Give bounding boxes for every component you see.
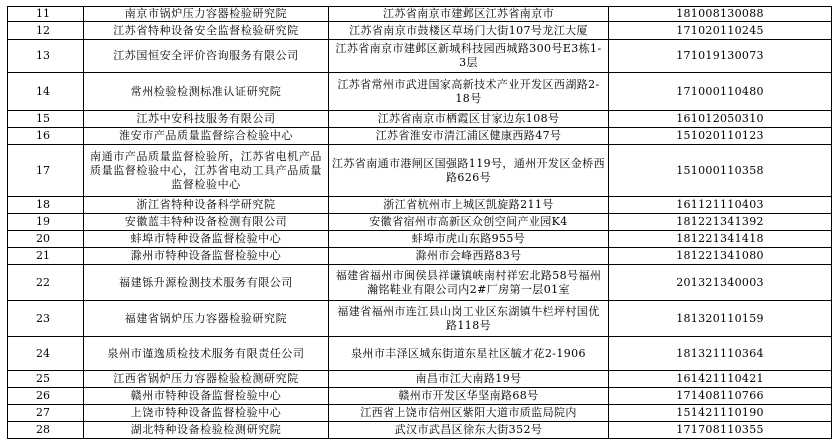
registration-code: 181221341080 xyxy=(609,248,832,265)
institution-address: 滁州市会峰西路83号 xyxy=(329,248,609,265)
institution-name: 常州检验检测标准认证研究院 xyxy=(84,73,329,111)
table-row xyxy=(8,422,832,439)
table-row xyxy=(8,197,832,214)
table-row xyxy=(8,111,832,128)
institution-name: 浙江省特种设备科学研究院 xyxy=(84,197,329,214)
registration-code: 161012050310 xyxy=(609,111,832,128)
institution-address: 泉州市丰泽区城东街道东星社区毓才花2-1906 xyxy=(329,337,609,371)
registration-code: 171020110245 xyxy=(609,22,832,40)
table-row xyxy=(8,248,832,265)
table-row xyxy=(8,214,832,231)
table-row xyxy=(8,40,832,73)
institution-name: 江苏中安科技服务有限公司 xyxy=(84,111,329,128)
registration-code: 181321110364 xyxy=(609,337,832,371)
registration-code: 171000110480 xyxy=(609,73,832,111)
row-number: 27 xyxy=(8,405,84,422)
institution-name: 赣州市特种设备监督检验中心 xyxy=(84,388,329,405)
registration-code: 151020110123 xyxy=(609,128,832,145)
row-number: 26 xyxy=(8,388,84,405)
table-row xyxy=(8,128,832,145)
registry-table xyxy=(7,6,832,439)
institution-name: 江苏国恒安全评价咨询服务有限公司 xyxy=(84,40,329,73)
table-row xyxy=(8,337,832,371)
row-number: 22 xyxy=(8,265,84,301)
row-number: 14 xyxy=(8,73,84,111)
registration-code: 161421110421 xyxy=(609,371,832,388)
institution-name: 湖北特种设备检验检测研究院 xyxy=(84,422,329,439)
institution-name: 蚌埠市特种设备监督检验中心 xyxy=(84,231,329,248)
institution-name: 江苏省特种设备安全监督检验研究院 xyxy=(84,22,329,40)
institution-name: 福建省锅炉压力容器检验研究院 xyxy=(84,301,329,337)
institution-name: 滁州市特种设备监督检验中心 xyxy=(84,248,329,265)
row-number: 17 xyxy=(8,145,84,197)
table-row xyxy=(8,388,832,405)
row-number: 21 xyxy=(8,248,84,265)
institution-address: 福建省福州市连江县山岗工业区东湖镇牛栏坪村国优路118号 xyxy=(329,301,609,337)
row-number: 25 xyxy=(8,371,84,388)
institution-name: 上饶市特种设备监督检验中心 xyxy=(84,405,329,422)
table-row xyxy=(8,145,832,197)
institution-address: 福建省福州市闽侯县祥谦镇峡南村祥宏北路58号福州瀚铭鞋业有限公司内2#厂房第一层01室 xyxy=(329,265,609,301)
institution-address: 浙江省杭州市上城区凯旋路211号 xyxy=(329,197,609,214)
institution-address: 赣州市开发区华坚南路68号 xyxy=(329,388,609,405)
institution-address: 江苏省南通市港闸区国强路119号，通州开发区金桥西路626号 xyxy=(329,145,609,197)
row-number: 24 xyxy=(8,337,84,371)
registration-code: 151421110190 xyxy=(609,405,832,422)
institution-name: 南京市锅炉压力容器检验研究院 xyxy=(84,7,329,22)
registration-code: 171408110766 xyxy=(609,388,832,405)
table-row xyxy=(8,7,832,22)
table-row xyxy=(8,265,832,301)
institution-address: 武汉市武昌区徐东大街352号 xyxy=(329,422,609,439)
institution-address: 江苏省南京市栖霞区甘家边东108号 xyxy=(329,111,609,128)
row-number: 15 xyxy=(8,111,84,128)
institution-address: 安徽省宿州市高新区众创空间产业园K4 xyxy=(329,214,609,231)
institution-address: 江西省上饶市信州区紫阳大道市质监局院内 xyxy=(329,405,609,422)
institution-address: 江苏省南京市鼓楼区草场门大街107号龙江大厦 xyxy=(329,22,609,40)
institution-name: 福建铄升源检测技术服务有限公司 xyxy=(84,265,329,301)
institution-address: 南昌市江大南路19号 xyxy=(329,371,609,388)
institution-name: 江西省锅炉压力容器检验检测研究院 xyxy=(84,371,329,388)
row-number: 23 xyxy=(8,301,84,337)
institution-name: 泉州市谨逸质检技术服务有限责任公司 xyxy=(84,337,329,371)
institution-name: 淮安市产品质量监督综合检验中心 xyxy=(84,128,329,145)
table-row xyxy=(8,371,832,388)
table-row xyxy=(8,231,832,248)
table-row xyxy=(8,301,832,337)
row-number: 20 xyxy=(8,231,84,248)
registration-code: 151000110358 xyxy=(609,145,832,197)
registry-table-body xyxy=(8,7,832,439)
table-row xyxy=(8,22,832,40)
row-number: 13 xyxy=(8,40,84,73)
registration-code: 171708110355 xyxy=(609,422,832,439)
registration-code: 181008130088 xyxy=(609,7,832,22)
institution-address: 江苏省淮安市清江浦区健康西路47号 xyxy=(329,128,609,145)
institution-name: 安徽蓝丰特种设备检测有限公司 xyxy=(84,214,329,231)
registration-code: 161121110403 xyxy=(609,197,832,214)
institution-address: 江苏省常州市武进国家高新技术产业开发区西湖路2-18号 xyxy=(329,73,609,111)
institution-name: 南通市产品质量监督检验所，江苏省电机产品质量监督检验中心，江苏省电动工具产品质量监督检验中心 xyxy=(84,145,329,197)
registration-code: 171019130073 xyxy=(609,40,832,73)
registration-code: 181221341392 xyxy=(609,214,832,231)
row-number: 28 xyxy=(8,422,84,439)
institution-address: 江苏省南京市建邺区江苏省南京市 xyxy=(329,7,609,22)
row-number: 18 xyxy=(8,197,84,214)
registration-code: 201321340003 xyxy=(609,265,832,301)
table-row xyxy=(8,405,832,422)
row-number: 11 xyxy=(8,7,84,22)
row-number: 19 xyxy=(8,214,84,231)
row-number: 16 xyxy=(8,128,84,145)
institution-address: 江苏省南京市建邺区新城科技园西城路300号E3栋1-3层 xyxy=(329,40,609,73)
table-row xyxy=(8,73,832,111)
row-number: 12 xyxy=(8,22,84,40)
registration-code: 181221341418 xyxy=(609,231,832,248)
registration-code: 181320110159 xyxy=(609,301,832,337)
institution-address: 蚌埠市虎山东路955号 xyxy=(329,231,609,248)
